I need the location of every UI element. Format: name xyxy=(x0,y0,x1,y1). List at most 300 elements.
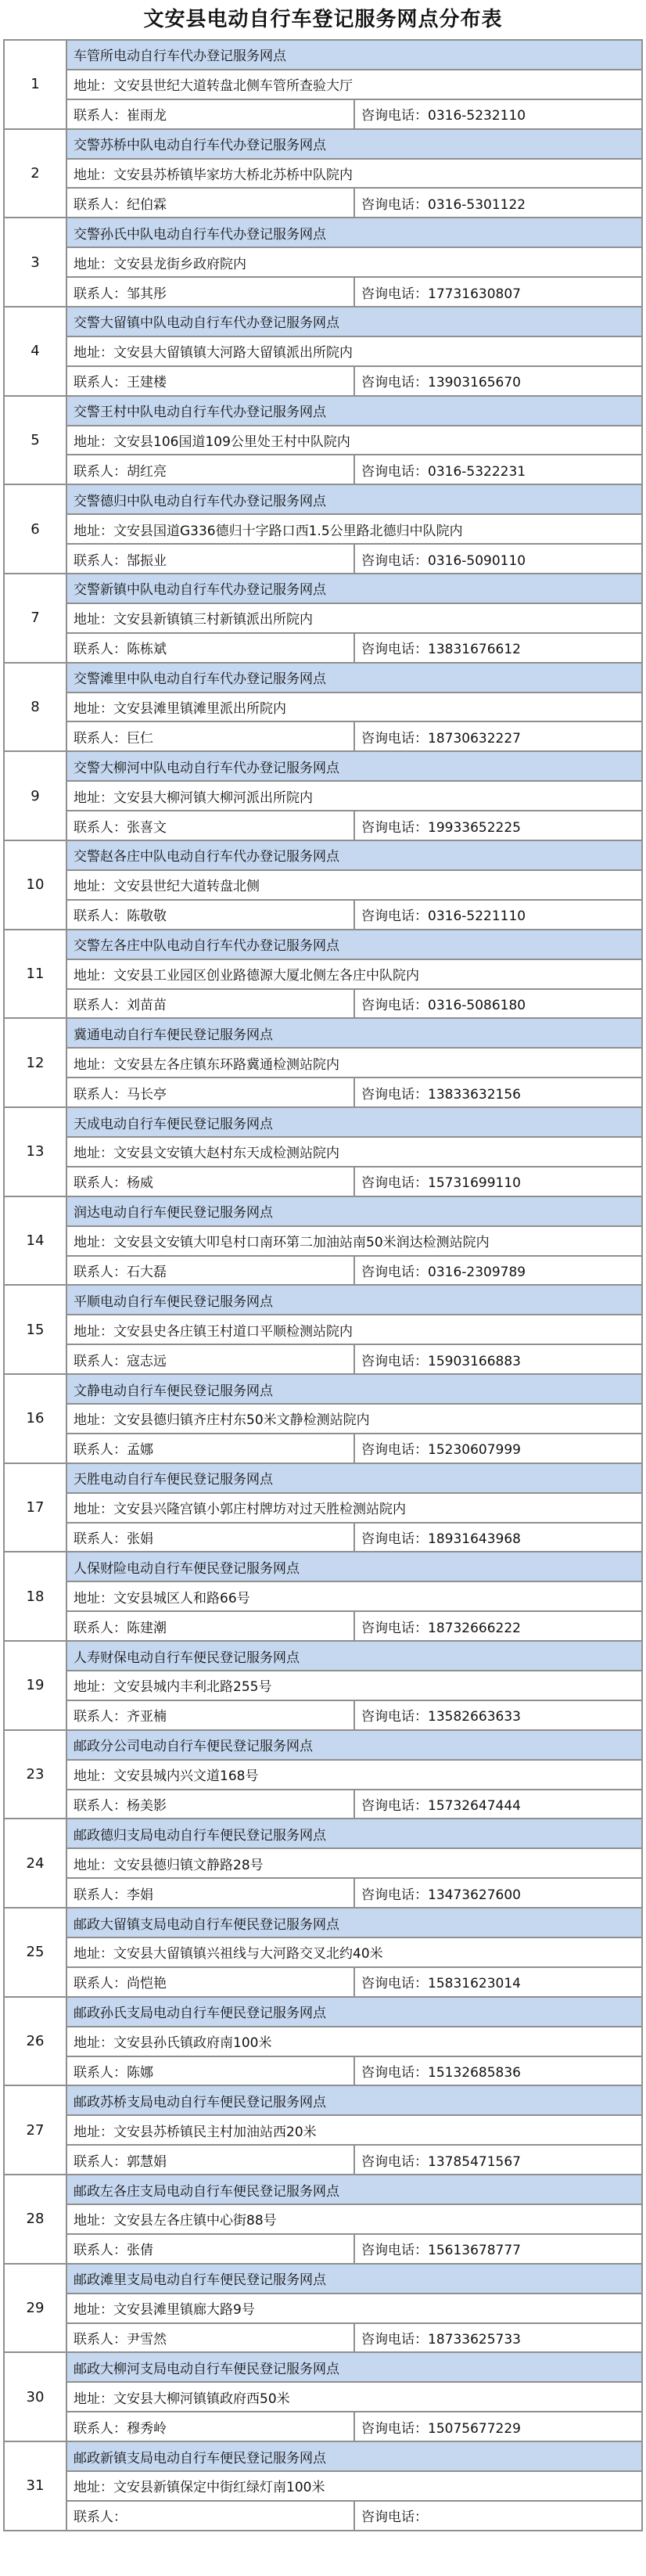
table-row xyxy=(4,2145,642,2175)
row-number: 19 xyxy=(4,1641,66,1730)
row-number: 24 xyxy=(4,1819,66,1908)
table-row xyxy=(4,307,642,336)
row-number: 28 xyxy=(4,2175,66,2264)
contact-label: 联系人： xyxy=(74,2332,127,2348)
address-value: 文安县世纪大道转盘北侧车管所查验大厅 xyxy=(113,78,353,95)
table-row xyxy=(4,129,642,159)
phone-cell xyxy=(354,1434,642,1463)
phone-label: 咨询电话： xyxy=(361,1442,428,1459)
phone-cell xyxy=(354,455,642,484)
phone-cell xyxy=(354,277,642,307)
phone-value: 15831623014 xyxy=(428,1976,521,1992)
contact-cell xyxy=(66,544,354,574)
service-point-name: 邮政德归支局电动自行车便民登记服务网点 xyxy=(66,1819,642,1848)
contact-cell xyxy=(66,99,354,129)
phone-label: 咨询电话： xyxy=(361,1086,428,1103)
address-cell xyxy=(66,2204,642,2234)
phone-label: 咨询电话： xyxy=(361,1264,428,1280)
table-row xyxy=(4,1078,642,1107)
address-value: 文安县新镇保定中街红绿灯南100米 xyxy=(113,2480,325,2496)
service-point-name: 邮政大柳河支局电动自行车便民登记服务网点 xyxy=(66,2352,642,2382)
contact-label: 联系人： xyxy=(74,730,127,747)
address-cell xyxy=(66,2294,642,2323)
row-number: 6 xyxy=(4,484,66,574)
address-value: 文安县龙街乡政府院内 xyxy=(113,256,246,272)
address-value: 文安县城区人和路66号 xyxy=(113,1590,250,1606)
address-cell xyxy=(66,1760,642,1790)
table-row xyxy=(4,1730,642,1760)
table-row xyxy=(4,1256,642,1286)
contact-value: 陈建潮 xyxy=(127,1620,167,1636)
row-number: 8 xyxy=(4,663,66,752)
table-row xyxy=(4,1018,642,1048)
contact-value: 邹其彤 xyxy=(127,286,167,302)
address-value: 文安县左各庄镇中心街88号 xyxy=(113,2213,277,2229)
table-row xyxy=(4,1552,642,1581)
contact-label: 联系人： xyxy=(74,1620,127,1636)
service-point-name: 邮政左各庄支局电动自行车便民登记服务网点 xyxy=(66,2175,642,2204)
address-label: 地址： xyxy=(74,2391,113,2407)
contact-cell xyxy=(66,2501,354,2531)
table-row xyxy=(4,1137,642,1167)
service-point-name: 交警王村中队电动自行车代办登记服务网点 xyxy=(66,396,642,426)
phone-cell xyxy=(354,188,642,218)
contact-label: 联系人： xyxy=(74,108,127,124)
contact-value: 王建楼 xyxy=(127,375,167,391)
service-point-name: 交警新镇中队电动自行车代办登记服务网点 xyxy=(66,574,642,603)
table-row xyxy=(4,188,642,218)
contact-cell xyxy=(66,1523,354,1552)
phone-value: 15732647444 xyxy=(428,1797,521,1814)
address-cell xyxy=(66,870,642,900)
service-point-name: 邮政新镇支局电动自行车便民登记服务网点 xyxy=(66,2441,642,2471)
contact-value: 杨美影 xyxy=(127,1797,167,1814)
contact-cell xyxy=(66,277,354,307)
table-row xyxy=(4,2056,642,2086)
table-row xyxy=(4,1374,642,1404)
phone-label: 咨询电话： xyxy=(361,1976,428,1992)
table-row xyxy=(4,1997,642,2027)
phone-label: 咨询电话： xyxy=(361,108,428,124)
contact-label: 联系人： xyxy=(74,2420,127,2437)
service-point-name: 交警滩里中队电动自行车代办登记服务网点 xyxy=(66,663,642,693)
phone-cell xyxy=(354,1078,642,1107)
table-row xyxy=(4,989,642,1019)
address-value: 文安县兴隆宫镇小郭庄村牌坊对过天胜检测站院内 xyxy=(113,1502,406,1518)
phone-cell xyxy=(354,1611,642,1641)
table-row xyxy=(4,1226,642,1256)
row-number: 13 xyxy=(4,1107,66,1196)
address-value: 文安县世纪大道转盘北侧 xyxy=(113,879,260,895)
address-value: 文安县文安镇大叩皂村口南环第二加油站南50米润达检测站院内 xyxy=(113,1235,490,1251)
row-number: 2 xyxy=(4,129,66,218)
contact-cell xyxy=(66,1256,354,1286)
table-row xyxy=(4,396,642,426)
phone-value: 15230607999 xyxy=(428,1442,521,1459)
address-cell xyxy=(66,1404,642,1434)
row-number: 7 xyxy=(4,574,66,663)
contact-label: 联系人： xyxy=(74,196,127,213)
contact-value: 尹雪然 xyxy=(127,2332,167,2348)
contact-cell xyxy=(66,633,354,663)
contact-value: 巨仁 xyxy=(127,730,153,747)
phone-label: 咨询电话： xyxy=(361,1175,428,1192)
contact-value: 杨威 xyxy=(127,1175,153,1192)
phone-cell xyxy=(354,1256,642,1286)
row-number: 5 xyxy=(4,396,66,485)
table-row xyxy=(4,2501,642,2531)
address-cell xyxy=(66,1226,642,1256)
contact-cell xyxy=(66,2412,354,2441)
contact-label: 联系人： xyxy=(74,1531,127,1547)
phone-cell xyxy=(354,633,642,663)
contact-value: 寇志远 xyxy=(127,1353,167,1369)
service-point-name: 交警苏桥中队电动自行车代办登记服务网点 xyxy=(66,129,642,159)
table-row xyxy=(4,1167,642,1196)
address-label: 地址： xyxy=(74,256,113,272)
address-cell xyxy=(66,1671,642,1700)
row-number: 26 xyxy=(4,1997,66,2086)
contact-cell xyxy=(66,989,354,1019)
table-row xyxy=(4,870,642,900)
phone-value: 0316-5221110 xyxy=(428,908,526,925)
table-row xyxy=(4,2412,642,2441)
table-row xyxy=(4,218,642,247)
address-label: 地址： xyxy=(74,1946,113,1963)
contact-cell xyxy=(66,2234,354,2264)
phone-value: 0316-5301122 xyxy=(428,196,526,213)
contact-cell xyxy=(66,455,354,484)
address-cell xyxy=(66,514,642,544)
address-label: 地址： xyxy=(74,523,113,539)
phone-label: 咨询电话： xyxy=(361,908,428,925)
phone-cell xyxy=(354,811,642,840)
phone-label: 咨询电话： xyxy=(361,1797,428,1814)
phone-cell xyxy=(354,1790,642,1819)
contact-label: 联系人： xyxy=(74,463,127,480)
service-point-name: 天成电动自行车便民登记服务网点 xyxy=(66,1107,642,1137)
address-cell xyxy=(66,426,642,455)
table-row xyxy=(4,1611,642,1641)
phone-cell xyxy=(354,721,642,751)
address-cell xyxy=(66,1581,642,1611)
phone-value: 18733625733 xyxy=(428,2332,521,2348)
contact-cell xyxy=(66,1878,354,1908)
address-value: 文安县德归镇齐庄村东50米文静检测站院内 xyxy=(113,1412,370,1429)
table-row xyxy=(4,603,642,633)
address-label: 地址： xyxy=(74,2302,113,2319)
table-row xyxy=(4,336,642,366)
table-row xyxy=(4,2382,642,2412)
phone-label: 咨询电话： xyxy=(361,997,428,1013)
phone-label: 咨询电话： xyxy=(361,1531,428,1547)
address-cell xyxy=(66,2027,642,2056)
address-label: 地址： xyxy=(74,701,113,718)
service-point-name: 润达电动自行车便民登记服务网点 xyxy=(66,1196,642,1226)
address-value: 文安县大留镇镇大河路大留镇派出所院内 xyxy=(113,345,353,362)
phone-value: 0316-5232110 xyxy=(428,108,526,124)
table-row xyxy=(4,1790,642,1819)
phone-value: 15903166883 xyxy=(428,1353,521,1369)
table-row xyxy=(4,751,642,781)
contact-value: 马长亭 xyxy=(127,1086,167,1103)
table-row xyxy=(4,1523,642,1552)
table-body xyxy=(4,40,642,2531)
table-row xyxy=(4,1196,642,1226)
table-row xyxy=(4,1641,642,1671)
address-value: 文安县106国道109公里处王村中队院内 xyxy=(113,434,350,451)
phone-cell xyxy=(354,2234,642,2264)
phone-cell xyxy=(354,2412,642,2441)
address-value: 文安县德归镇文静路28号 xyxy=(113,1857,264,1873)
table-row xyxy=(4,2294,642,2323)
row-number: 25 xyxy=(4,1908,66,1997)
row-number: 29 xyxy=(4,2264,66,2353)
service-point-name: 文静电动自行车便民登记服务网点 xyxy=(66,1374,642,1404)
table-row xyxy=(4,1581,642,1611)
service-point-name: 天胜电动自行车便民登记服务网点 xyxy=(66,1463,642,1493)
contact-label: 联系人： xyxy=(74,1264,127,1280)
phone-value: 13582663633 xyxy=(428,1709,521,1725)
table-row xyxy=(4,2085,642,2115)
table-row xyxy=(4,514,642,544)
address-label: 地址： xyxy=(74,1768,113,1785)
row-number: 18 xyxy=(4,1552,66,1641)
contact-value: 张娟 xyxy=(127,1531,153,1547)
table-row xyxy=(4,2264,642,2294)
service-point-name: 邮政苏桥支局电动自行车便民登记服务网点 xyxy=(66,2085,642,2115)
contact-value: 纪伯霖 xyxy=(127,196,167,213)
contact-cell xyxy=(66,2145,354,2175)
contact-cell xyxy=(66,1167,354,1196)
table-row xyxy=(4,277,642,307)
table-row xyxy=(4,693,642,722)
phone-value: 19933652225 xyxy=(428,819,521,836)
table-row xyxy=(4,1315,642,1344)
service-point-name: 人保财险电动自行车便民登记服务网点 xyxy=(66,1552,642,1581)
phone-cell xyxy=(354,1344,642,1374)
service-point-name: 平顺电动自行车便民登记服务网点 xyxy=(66,1285,642,1315)
row-number: 16 xyxy=(4,1374,66,1463)
table-row xyxy=(4,1760,642,1790)
row-number: 27 xyxy=(4,2085,66,2175)
phone-label: 咨询电话： xyxy=(361,1709,428,1725)
contact-label: 联系人： xyxy=(74,2509,127,2526)
phone-cell xyxy=(354,1700,642,1730)
contact-cell xyxy=(66,2323,354,2353)
service-point-name: 邮政分公司电动自行车便民登记服务网点 xyxy=(66,1730,642,1760)
table-row xyxy=(4,2175,642,2204)
contact-cell xyxy=(66,900,354,930)
contact-cell xyxy=(66,1790,354,1819)
table-row xyxy=(4,2471,642,2501)
contact-cell xyxy=(66,721,354,751)
contact-value: 陈栋斌 xyxy=(127,642,167,658)
table-row xyxy=(4,426,642,455)
address-label: 地址： xyxy=(74,1323,113,1340)
page-title: 文安县电动自行车登记服务网点分布表 xyxy=(143,8,503,31)
contact-value: 穆秀岭 xyxy=(127,2420,167,2437)
address-label: 地址： xyxy=(74,612,113,628)
phone-label: 咨询电话： xyxy=(361,552,428,569)
address-label: 地址： xyxy=(74,1235,113,1251)
address-cell xyxy=(66,1937,642,1967)
phone-label: 咨询电话： xyxy=(361,2509,428,2526)
table-row xyxy=(4,1344,642,1374)
table-row xyxy=(4,159,642,189)
address-label: 地址： xyxy=(74,78,113,95)
contact-label: 联系人： xyxy=(74,375,127,391)
phone-value: 13903165670 xyxy=(428,375,521,391)
table-row xyxy=(4,574,642,603)
service-point-table xyxy=(3,39,643,2531)
table-row xyxy=(4,930,642,959)
address-cell xyxy=(66,2115,642,2145)
phone-label: 咨询电话： xyxy=(361,642,428,658)
address-label: 地址： xyxy=(74,1857,113,1873)
contact-value: 陈敬敬 xyxy=(127,908,167,925)
service-point-name: 车管所电动自行车代办登记服务网点 xyxy=(66,40,642,70)
phone-cell xyxy=(354,1523,642,1552)
row-number: 12 xyxy=(4,1018,66,1107)
phone-value: 0316-2309789 xyxy=(428,1264,526,1280)
phone-label: 咨询电话： xyxy=(361,1620,428,1636)
table-row xyxy=(4,1107,642,1137)
contact-value: 张喜文 xyxy=(127,819,167,836)
phone-value: 0316-5322231 xyxy=(428,463,526,480)
row-number: 1 xyxy=(4,40,66,129)
address-value: 文安县大柳河镇镇政府西50米 xyxy=(113,2391,290,2407)
service-point-name: 邮政孙氏支局电动自行车便民登记服务网点 xyxy=(66,1997,642,2027)
service-point-name: 交警大留镇中队电动自行车代办登记服务网点 xyxy=(66,307,642,336)
phone-value: 15613678777 xyxy=(428,2243,521,2259)
address-label: 地址： xyxy=(74,1146,113,1162)
contact-label: 联系人： xyxy=(74,2065,127,2081)
address-value: 文安县新镇镇三村新镇派出所院内 xyxy=(113,612,313,628)
phone-cell xyxy=(354,2145,642,2175)
row-number: 9 xyxy=(4,751,66,840)
table-row xyxy=(4,99,642,129)
table-row xyxy=(4,633,642,663)
address-value: 文安县文安镇大赵村东天成检测站院内 xyxy=(113,1146,339,1162)
address-cell xyxy=(66,2471,642,2501)
row-number: 11 xyxy=(4,930,66,1019)
contact-cell xyxy=(66,1344,354,1374)
service-point-name: 交警大柳河中队电动自行车代办登记服务网点 xyxy=(66,751,642,781)
table-row xyxy=(4,1700,642,1730)
phone-label: 咨询电话： xyxy=(361,375,428,391)
service-point-name: 交警左各庄中队电动自行车代办登记服务网点 xyxy=(66,930,642,959)
address-label: 地址： xyxy=(74,879,113,895)
contact-label: 联系人： xyxy=(74,997,127,1013)
phone-label: 咨询电话： xyxy=(361,463,428,480)
table-row xyxy=(4,1848,642,1878)
phone-label: 咨询电话： xyxy=(361,2420,428,2437)
phone-cell xyxy=(354,1878,642,1908)
contact-cell xyxy=(66,188,354,218)
contact-cell xyxy=(66,1078,354,1107)
contact-cell xyxy=(66,1700,354,1730)
contact-cell xyxy=(66,2056,354,2086)
row-number: 4 xyxy=(4,307,66,396)
phone-cell xyxy=(354,1967,642,1997)
table-row xyxy=(4,366,642,396)
contact-value: 孟娜 xyxy=(127,1442,153,1459)
address-label: 地址： xyxy=(74,2213,113,2229)
address-value: 文安县孙氏镇政府南100米 xyxy=(113,2035,272,2052)
address-label: 地址： xyxy=(74,167,113,183)
address-value: 文安县左各庄镇东环路冀通检测站院内 xyxy=(113,1056,339,1073)
address-value: 文安县城内兴文道168号 xyxy=(113,1768,259,1785)
contact-value: 郭慧娟 xyxy=(127,2153,167,2170)
table-row xyxy=(4,544,642,574)
contact-label: 联系人： xyxy=(74,1976,127,1992)
phone-cell xyxy=(354,2323,642,2353)
service-point-name: 交警孙氏中队电动自行车代办登记服务网点 xyxy=(66,218,642,247)
contact-value: 张倩 xyxy=(127,2243,153,2259)
address-value: 文安县史各庄镇王村道口平顺检测站院内 xyxy=(113,1323,353,1340)
contact-value: 石大磊 xyxy=(127,1264,167,1280)
address-value: 文安县城内丰利北路255号 xyxy=(113,1679,272,1696)
contact-label: 联系人： xyxy=(74,1086,127,1103)
table-row xyxy=(4,1048,642,1078)
row-number: 15 xyxy=(4,1285,66,1374)
address-cell xyxy=(66,2382,642,2412)
phone-label: 咨询电话： xyxy=(361,1353,428,1369)
phone-value: 13473627600 xyxy=(428,1887,521,1903)
phone-label: 咨询电话： xyxy=(361,1887,428,1903)
phone-value: 15132685836 xyxy=(428,2065,521,2081)
contact-cell xyxy=(66,1434,354,1463)
contact-cell xyxy=(66,1967,354,1997)
address-label: 地址： xyxy=(74,1590,113,1606)
service-point-name: 冀通电动自行车便民登记服务网点 xyxy=(66,1018,642,1048)
address-cell xyxy=(66,70,642,99)
phone-cell xyxy=(354,2501,642,2531)
phone-value: 0316-5090110 xyxy=(428,552,526,569)
phone-cell xyxy=(354,99,642,129)
table-row xyxy=(4,840,642,870)
table-row xyxy=(4,811,642,840)
address-cell xyxy=(66,781,642,811)
table-row xyxy=(4,2234,642,2264)
table-row xyxy=(4,484,642,514)
address-label: 地址： xyxy=(74,1502,113,1518)
address-label: 地址： xyxy=(74,1412,113,1429)
phone-cell xyxy=(354,989,642,1019)
table-row xyxy=(4,1937,642,1967)
contact-label: 联系人： xyxy=(74,642,127,658)
table-row xyxy=(4,721,642,751)
phone-value: 15731699110 xyxy=(428,1175,521,1192)
contact-value: 崔雨龙 xyxy=(127,108,167,124)
row-number: 31 xyxy=(4,2441,66,2531)
address-value: 文安县苏桥镇民主村加油站西20米 xyxy=(113,2124,317,2140)
address-cell xyxy=(66,1137,642,1167)
phone-label: 咨询电话： xyxy=(361,286,428,302)
phone-value: 13785471567 xyxy=(428,2153,521,2170)
address-value: 文安县国道G336德归十字路口西1.5公里路北德归中队院内 xyxy=(113,523,463,539)
contact-label: 联系人： xyxy=(74,1442,127,1459)
row-number: 3 xyxy=(4,218,66,307)
table-row xyxy=(4,959,642,989)
table-row xyxy=(4,900,642,930)
contact-label: 联系人： xyxy=(74,908,127,925)
address-value: 文安县大柳河镇大柳河派出所院内 xyxy=(113,790,313,806)
table-row xyxy=(4,1285,642,1315)
contact-cell xyxy=(66,1611,354,1641)
phone-label: 咨询电话： xyxy=(361,2243,428,2259)
